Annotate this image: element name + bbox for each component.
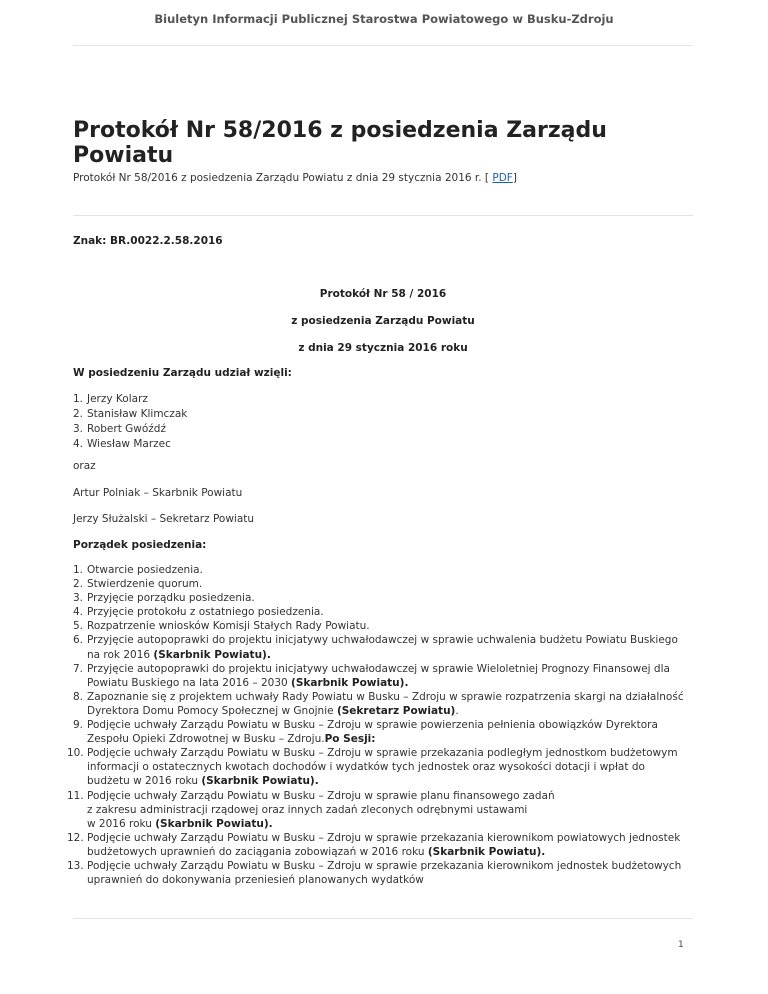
agenda-suffix: . [455,704,459,717]
protocol-heading: Protokół Nr 58 / 2016 [319,288,447,300]
agenda-item [67,746,703,788]
agenda-line: Dyrektora Domu Pomocy Społecznej w Gnojnie [87,704,337,717]
agenda-line: budżetu w 2016 roku [87,775,202,788]
agenda-number: 12. [67,831,84,844]
site-header-title: Biuletyn Informacji Publicznej Starostwa Powiatowego w Busku-Zdroju [154,12,614,26]
agenda-number: 13. [67,859,84,872]
members-list [73,392,187,452]
agenda-line: Podjęcie uchwały Zarządu Powiatu w Busku – Zdroju w sprawie planu finansowego zadań [87,789,555,802]
agenda-item [73,633,703,661]
footer-divider [73,918,693,919]
agenda-line: Przyjęcie autopoprawki do projektu inicjatywy uchwałodawczej w sprawie Wieloletniej Prognozy Finansowej dla [87,662,670,675]
page-title: Protokół Nr 58/2016 z posiedzenia Zarządu Powiatu [73,118,607,168]
agenda-line: uprawnień do dokonywania przeniesień planowanych wydatków [87,874,424,887]
agenda-line: Zespołu Opieki Zdrowotnej w Busku – Zdroju. [87,733,325,746]
agenda-line: Podjęcie uchwały Zarządu Powiatu w Busku – Zdroju w sprawie przekazania podległym jednostkom budżetowym [87,747,678,760]
agenda-text [87,633,703,661]
agenda-responsible: (Skarbnik Powiatu). [155,817,273,830]
header-divider [73,45,693,46]
agenda-responsible: (Skarbnik Powiatu). [153,648,271,661]
member-number: 1. [73,393,84,405]
guest-skarbnik: Artur Polniak – Skarbnik Powiatu [73,487,243,499]
member-name: Wiesław Marzec [87,438,171,450]
agenda-number: 9. [72,719,83,732]
agenda-text [87,718,703,746]
agenda-line: z zakresu administracji rządowej oraz innych zadań zleconych odrębnymi ustawami [87,803,528,816]
agenda-text [87,690,703,718]
agenda-line: Podjęcie uchwały Zarządu Powiatu w Busku – Zdroju w sprawie przekazania kierownikom powiatowych jednostek [87,831,681,844]
agenda-item [73,718,703,746]
intro-paragraph [73,172,517,184]
agenda-item [73,591,703,605]
agenda-line: Przyjęcie autopoprawki do projektu inicjatywy uchwałodawczej w sprawie uchwalenia budżetu Powiatu Buskiego [87,634,678,647]
agenda-line: informacji o ostatecznych kwotach dochodów i wydatków tych jednostek oraz wysokości dotacji i wpłat do [87,761,645,774]
agenda-text [87,746,703,788]
member-item [73,437,187,452]
agenda-number: 7. [72,662,83,675]
pdf-link[interactable]: PDF [492,172,513,184]
agenda-text [87,619,703,633]
agenda-item [67,859,703,887]
agenda-responsible: (Skarbnik Powiatu). [427,845,546,858]
member-item [73,422,187,437]
agenda-line: Stwierdzenie quorum. [87,578,203,591]
protocol-date: z dnia 29 stycznia 2016 roku [298,342,468,354]
agenda-responsible: (Skarbnik Powiatu). [291,676,409,689]
agenda-text [87,789,703,831]
agenda-number: 8. [72,690,83,703]
agenda-label: Porządek posiedzenia: [73,539,207,551]
member-name: Jerzy Kolarz [87,393,148,405]
agenda-item [73,605,703,619]
protocol-subheading: z posiedzenia Zarządu Powiatu [291,315,475,327]
agenda-number: 6. [72,634,83,647]
member-number: 2. [73,408,84,420]
agenda-text [87,859,703,887]
member-name: Robert Gwóźdź [87,423,166,435]
member-number: 4. [73,438,84,450]
agenda-line: Zapoznanie się z projektem uchwały Rady Powiatu w Busku – Zdroju w sprawie rozpatrzenia skargi na działalność [87,690,684,703]
agenda-text [87,577,703,591]
member-number: 3. [73,423,84,435]
agenda-item [67,831,703,859]
agenda-item [67,789,703,831]
agenda-number: 11. [67,789,84,802]
intro-text: Protokół Nr 58/2016 z posiedzenia Zarządu Powiatu z dnia 29 stycznia 2016 r. [ [73,172,493,184]
agenda-responsible: (Skarbnik Powiatu). [201,775,319,788]
member-name: Stanisław Klimczak [87,408,188,420]
agenda-text [87,563,703,577]
agenda-text [87,591,703,605]
document-reference: Znak: BR.0022.2.58.2016 [73,235,223,247]
content-divider [73,215,693,216]
agenda-line: Podjęcie uchwały Zarządu Powiatu w Busku – Zdroju w sprawie przekazania kierownikom jednostek budżetowych [87,859,682,872]
agenda-line: Powiatu Buskiego na lata 2016 – 2030 [87,676,292,689]
agenda-number: 5. [72,620,83,633]
member-item [73,392,187,407]
agenda-item [73,690,703,718]
guest-sekretarz: Jerzy Służalski – Sekretarz Powiatu [73,513,255,525]
agenda-line: Przyjęcie porządku posiedzenia. [87,592,255,605]
agenda-item [73,563,703,577]
agenda-line: Rozpatrzenie wniosków Komisji Stałych Rady Powiatu. [87,620,370,633]
agenda-number: 10. [67,747,84,760]
intro-close: ] [512,172,517,184]
agenda-item [73,577,703,591]
agenda-line: budżetowych uprawnień do zaciągania zobowiązań w 2016 roku [87,845,428,858]
agenda-line: na rok 2016 [87,648,154,661]
agenda-line: Przyjęcie protokołu z ostatniego posiedzenia. [87,606,324,619]
agenda-line: w 2016 roku [87,817,156,830]
agenda-responsible: Po Sesji: [324,733,376,746]
agenda-line: Otwarcie posiedzenia. [87,564,203,576]
agenda-text [87,605,703,619]
page-number: 1 [678,940,684,950]
agenda-line: Podjęcie uchwały Zarządu Powiatu w Busku – Zdroju w sprawie powierzenia pełnienia obowiązków Dyrektora [87,719,658,732]
agenda-responsible: (Sekretarz Powiatu) [336,704,456,717]
agenda-text [87,831,703,859]
agenda-number: 2. [72,578,83,591]
agenda-text [87,662,703,690]
agenda-item [73,662,703,690]
agenda-item [73,619,703,633]
agenda-list [67,563,703,887]
oraz-text: oraz [73,460,96,472]
members-label: W posiedzeniu Zarządu udział wzięli: [73,367,292,379]
member-item [73,407,187,422]
agenda-number: 1. [72,564,83,576]
agenda-number: 4. [72,606,83,619]
agenda-number: 3. [72,592,83,605]
